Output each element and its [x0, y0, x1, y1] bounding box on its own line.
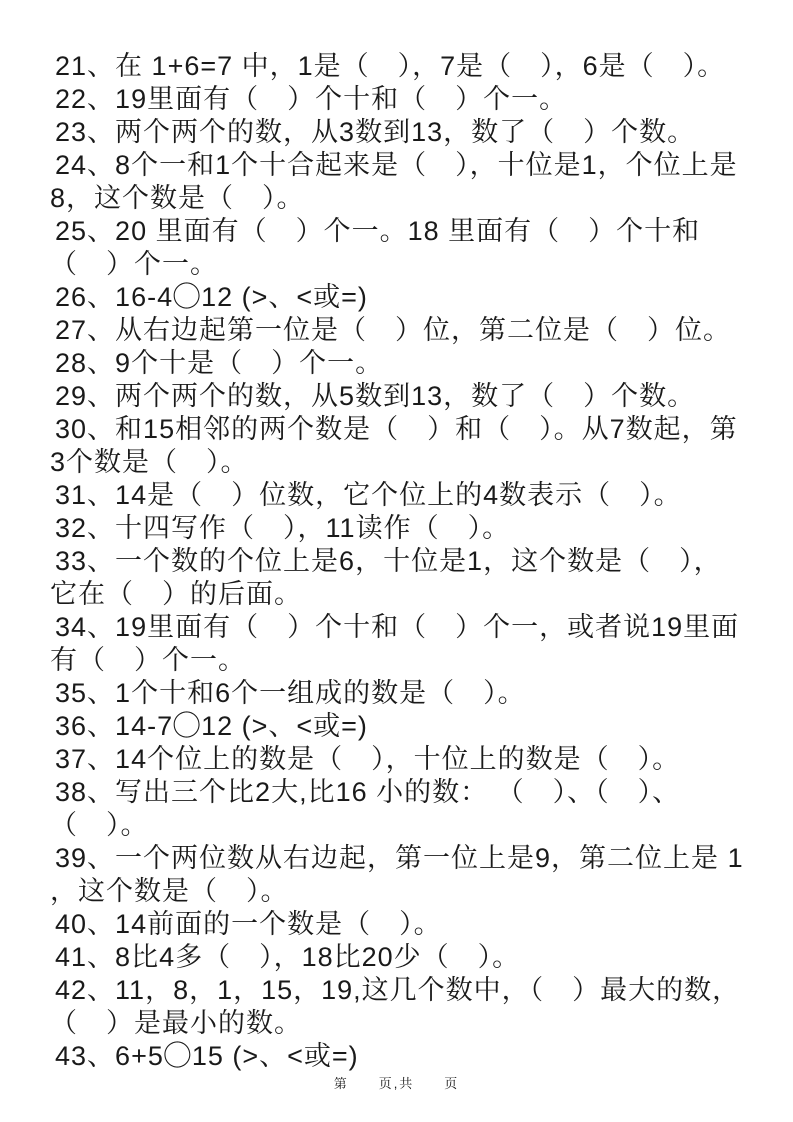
question-text: 19里面有（ ）个十和（ ）个一，或者说19里面有（ ）个一。 — [50, 612, 740, 675]
question-number: 33、 — [55, 546, 116, 576]
question-item — [50, 842, 747, 908]
question-item — [50, 545, 747, 611]
question-number: 42、 — [55, 975, 116, 1005]
question-item — [50, 1040, 747, 1073]
question-number: 40、 — [55, 909, 116, 939]
question-text: 1个十和6个一组成的数是（ ）。 — [115, 678, 526, 708]
question-item — [50, 941, 747, 974]
question-number: 27、 — [55, 315, 116, 345]
question-number: 34、 — [55, 612, 116, 642]
question-text: 一个两位数从右边起，第一位上是9，第二位上是 1 ，这个数是（ ）。 — [50, 843, 744, 906]
question-list — [50, 50, 747, 1073]
question-item — [50, 116, 747, 149]
question-text: 19里面有（ ）个十和（ ）个一。 — [115, 84, 568, 114]
question-item — [50, 776, 747, 842]
question-number: 22、 — [55, 84, 116, 114]
question-number: 21、 — [55, 51, 116, 81]
question-text: 两个两个的数，从3数到13，数了（ ）个数。 — [115, 117, 696, 147]
question-number: 35、 — [55, 678, 116, 708]
question-number: 39、 — [55, 843, 116, 873]
question-item — [50, 281, 747, 314]
question-text: 和15相邻的两个数是（ ）和（ ）。从7数起，第3个数是（ ）。 — [50, 414, 738, 477]
question-text: 十四写作（ ），11读作（ ）。 — [115, 513, 511, 543]
question-text: 16-4◯12 (>、<或=) — [115, 282, 368, 312]
question-number: 29、 — [55, 381, 116, 411]
question-text: 11，8，1，15，19,这几个数中，（ ）最大的数，（ ）是最小的数。 — [50, 975, 741, 1038]
question-text: 14-7◯12 (>、<或=) — [115, 711, 368, 741]
question-item — [50, 83, 747, 116]
question-item — [50, 611, 747, 677]
question-text: 两个两个的数，从5数到13，数了（ ）个数。 — [115, 381, 696, 411]
question-item — [50, 974, 747, 1040]
question-text: 6+5◯15 (>、<或=) — [115, 1041, 359, 1071]
question-number: 36、 — [55, 711, 116, 741]
question-text: 20 里面有（ ）个一。18 里面有（ ）个十和（ ）个一。 — [50, 216, 701, 279]
question-number: 30、 — [55, 414, 116, 444]
question-text: 8比4多（ ），18比20少（ ）。 — [115, 942, 521, 972]
question-item — [50, 512, 747, 545]
question-number: 38、 — [55, 777, 116, 807]
question-text: 一个数的个位上是6，十位是1，这个数是（ ），它在（ ）的后面。 — [50, 546, 722, 609]
question-text: 9个十是（ ）个一。 — [115, 348, 384, 378]
page-footer — [0, 1073, 793, 1092]
question-number: 28、 — [55, 348, 116, 378]
question-number: 26、 — [55, 282, 116, 312]
question-item — [50, 314, 747, 347]
question-text: 14个位上的数是（ ），十位上的数是（ ）。 — [115, 744, 681, 774]
question-text: 8个一和1个十合起来是（ ），十位是1，个位上是8，这个数是（ ）。 — [50, 150, 738, 213]
question-number: 25、 — [55, 216, 116, 246]
question-number: 37、 — [55, 744, 116, 774]
question-item — [50, 743, 747, 776]
question-item — [50, 677, 747, 710]
question-item — [50, 50, 747, 83]
question-number: 23、 — [55, 117, 116, 147]
question-text: 在 1+6=7 中，1是（ ），7是（ ），6是（ ）。 — [115, 51, 726, 81]
question-item — [50, 710, 747, 743]
question-item — [50, 380, 747, 413]
question-item — [50, 347, 747, 380]
question-item — [50, 908, 747, 941]
question-number: 41、 — [55, 942, 116, 972]
question-number: 32、 — [55, 513, 116, 543]
question-text: 14是（ ）位数，它个位上的4数表示（ ）。 — [115, 480, 682, 510]
question-number: 31、 — [55, 480, 116, 510]
question-number: 43、 — [55, 1041, 116, 1071]
question-text: 从右边起第一位是（ ）位，第二位是（ ）位。 — [115, 315, 732, 345]
question-item — [50, 149, 747, 215]
question-item — [50, 215, 747, 281]
question-item — [50, 479, 747, 512]
question-item — [50, 413, 747, 479]
question-text: 14前面的一个数是（ ）。 — [115, 909, 442, 939]
footer-page-label: 第 页,共 页 — [333, 1076, 460, 1091]
question-number: 24、 — [55, 150, 116, 180]
question-text: 写出三个比2大,比16 小的数： （ ）、（ ）、（ ）。 — [50, 777, 681, 840]
